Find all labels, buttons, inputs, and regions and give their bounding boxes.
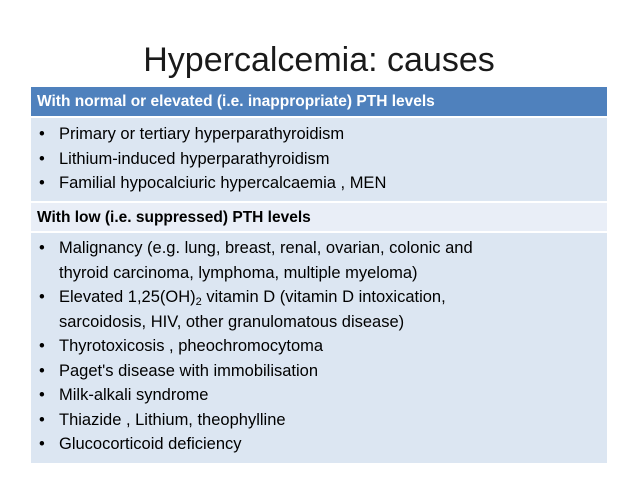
bullet-icon: • — [39, 125, 45, 143]
section1-list-band — [31, 116, 607, 201]
bullet-icon: • — [39, 288, 45, 306]
list-item: • Malignancy (e.g. lung, breast, renal, ovarian, colonic and — [37, 236, 601, 261]
list-item: • Paget's disease with immobilisation — [37, 359, 601, 384]
list-item: • Lithium-induced hyperparathyroidism — [37, 147, 601, 172]
bullet-icon: • — [39, 410, 45, 429]
bullet-icon: • — [39, 337, 45, 355]
list-item: • Primary or tertiary hyperparathyroidism — [37, 122, 601, 147]
bullet-icon: • — [39, 361, 45, 380]
causes-table — [31, 87, 607, 463]
section2-list-band — [31, 231, 607, 463]
list-item: • Milk-alkali syndrome — [37, 383, 601, 408]
list-item: • Elevated $1,25(OH)_2$ vitamin D (vitamin D intoxication, — [37, 285, 601, 310]
section2-heading: With low (i.e. suppressed) PTH levels — [31, 201, 607, 231]
section2-list — [37, 236, 601, 457]
list-item-continuation: thyroid carcinoma, lymphoma, multiple myeloma) — [59, 263, 418, 282]
bullet-icon: • — [39, 435, 45, 453]
bullet-icon: • — [39, 239, 45, 257]
list-item-continuation: sarcoidosis, HIV, other granulomatous disease) — [59, 312, 405, 331]
list-item: • Glucocorticoid deficiency — [37, 432, 601, 457]
slide-title: Hypercalcemia: causes — [143, 41, 495, 79]
subscript: 2 — [195, 296, 202, 308]
section1-heading: With normal or elevated (i.e. inappropriate) PTH levels — [31, 87, 607, 116]
list-item: • Thyrotoxicosis , pheochromocytoma — [37, 334, 601, 359]
list-item: • Familial hypocalciuric hypercalcaemia , MEN — [37, 171, 601, 196]
section1-list — [37, 122, 601, 196]
bullet-icon: • — [39, 174, 45, 192]
bullet-icon: • — [39, 386, 45, 404]
bullet-icon: • — [39, 149, 45, 168]
list-item: • Thiazide , Lithium, theophylline — [37, 408, 601, 433]
